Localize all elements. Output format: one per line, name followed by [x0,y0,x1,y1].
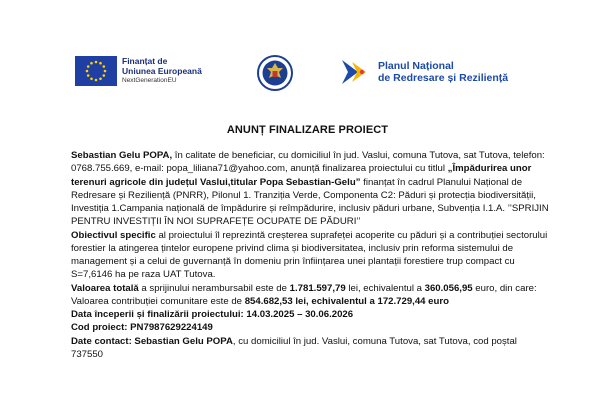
page-title: ANUNȚ FINALIZARE PROIECT [226,124,389,136]
value-label: Valoarea totală [71,282,139,294]
pnrr-logo-line1: Planul Național [378,60,454,72]
romanian-government-seal-icon [257,54,293,92]
announcement-body [71,149,551,361]
eu-logo-line1: Finanțat de [122,56,168,66]
pnrr-arrow-icon [340,58,372,86]
code-line [71,321,551,334]
dates-line [71,308,551,321]
eu-funding-logo [75,56,202,86]
intro-text-1: în calitate de beneficiar, cu domiciliul în jud. Vaslui, comuna Tutova, sat Tutova, telefon: 0768.755.669, e-mail: popa_liliana71@yahoo.com, anunță finalizarea proiectului cu titlul [71,150,545,175]
eu-logo-line2: Uniunea Europeană [122,66,202,76]
objective-label: Obiectivul specific [71,229,156,241]
objective-paragraph [71,229,551,282]
project-dates: Data începerii și finalizării proiectului: 14.03.2025 – 30.06.2026 [71,309,354,320]
project-code: Cod proiect: PN7987629224149 [71,322,213,334]
eu-logo-line3: NextGenerationEU [122,77,177,84]
intro-text-2: finanțat în cadrul Planului Național de Redresare și Reziliență (PNRR), Pilonul 1. Tranziția Verde, Componenta C2: Păduri și protecția biodiversității, Investiția 1.Campania națională de împădurire și reîmpădurire, inclusiv păduri urbane, Subvenția I.1.A. ’’SPRIJIN PENTRU INVESTIȚII ÎN NOI SUPRAFEȚE OCUPATE DE PĂDURI’’ [71,176,549,228]
value-text-1: a sprijinului nerambursabil este de [138,282,290,294]
value-text-3: euro, din care: [472,282,537,294]
contact-text: , cu domiciliul în jud. Vaslui, comuna Tutova, sat Tutova, cod poștal 737550 [71,335,517,360]
value-text-2: lei, echivalentul a [345,282,425,294]
pnrr-logo-line2: de Redresare și Reziliență [378,72,509,84]
header-logos [0,0,615,110]
intro-paragraph [71,149,551,229]
contact-paragraph [71,335,551,362]
project-title: „Împădurirea unor terenuri agricole din județul Vaslui,titular Popa Sebastian-Gelu” [71,163,532,188]
eu-flag-icon [75,56,117,86]
value-paragraph [71,282,551,295]
contact-label: Date contact: Sebastian Gelu POPA [71,335,233,347]
contribution-text: Valoarea contribuției comunitare este de [71,295,245,307]
value-amount-eur: 360.056,95 [424,282,473,294]
value-amount-lei: 1.781.597,79 [289,282,346,294]
pnrr-logo [340,58,508,86]
contribution-paragraph [71,295,551,308]
contribution-amount: 854.682,53 lei, echivalentul a 172.729,44 euro [244,295,449,307]
objective-text: al proiectului îl reprezintă creșterea suprafeței acoperite cu păduri și a contribuției sectorului forestier la atingerea țintelor europene privind clima și biodiversitatea, inclusiv prin reforma sistemului de management și a celui de guvernanță în domeniu prin înființarea unei plantații forestiere trup compact cu S=7,6146 ha pe raza UAT Tutova. [71,229,548,281]
beneficiary-name: Sebastian Gelu POPA, [71,150,173,161]
